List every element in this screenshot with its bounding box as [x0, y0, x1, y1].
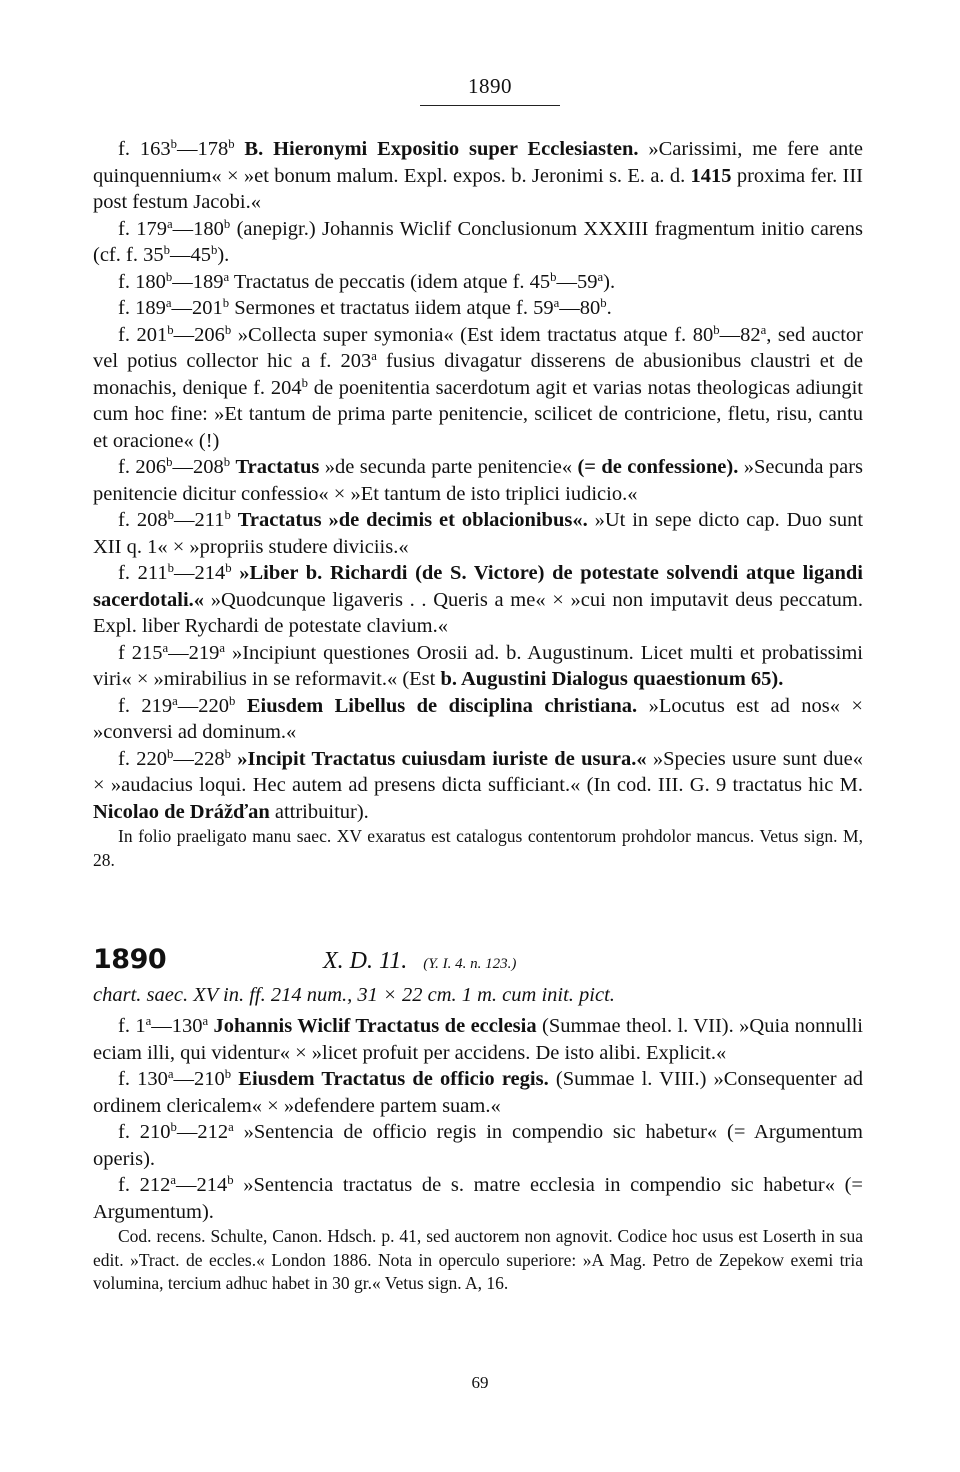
folio-entry: f 215$^a$—219$^a$ »Incipiunt questiones Orosii ad. b. Augustinum. Licet multi et probatissimi viri« × »mirabilius in se reformavit.« (Est b. Augustini Dialogus quaestionum 65).	[93, 640, 863, 690]
folio-entry: f. 208$^b$—211$^b$ Tractatus »de decimis et oblacionibus«. »Ut in sepe dicto cap. Duo sunt XII q. 1« × »propriis studere diviciis.«	[93, 508, 864, 558]
folio-side-marker: a	[167, 216, 173, 231]
folio-list-2	[93, 1013, 863, 1225]
folio-side-marker: b	[167, 322, 174, 337]
folio-side-marker: b	[301, 375, 308, 390]
bold-title: Tractatus	[235, 456, 320, 478]
entry-1889-continuation	[93, 136, 863, 872]
folio-entry: f. 189$^a$—201$^b$ Sermones et tractatus iidem atque f. 59$^a$—80$^b$.	[118, 296, 612, 319]
bold-title: Nicolao de Drážďan	[93, 800, 270, 823]
folio-side-marker: a	[223, 269, 230, 284]
bold-title: B. Hieronymi Expositio super Ecclesiasten.	[244, 138, 639, 160]
bold-title: (= de confessione).	[577, 456, 739, 478]
folio-side-marker: b	[166, 455, 173, 470]
folio-side-marker: b	[713, 322, 720, 337]
folio-side-marker: b	[167, 508, 174, 523]
bold-title: Eiusdem Libellus de disciplina christiana.	[246, 694, 638, 717]
folio-side-marker: b	[227, 1173, 234, 1188]
folio-side-marker: b	[225, 561, 232, 576]
running-head: 1890	[420, 74, 560, 106]
folio-entry: f. 211$^b$—214$^b$ »Liber b. Richardi (de S. Victore) de potestate solvendi atque ligandi sacerdotali.« »Quodcunque ligaveris . . Queris a me« × »cui non imputavit deus peccatum. Expl. liber Rychardi de potestate clavium.«	[93, 561, 863, 637]
folio-side-marker: b	[170, 137, 177, 152]
folio-side-marker: b	[165, 269, 173, 284]
folio-side-marker: b	[600, 296, 607, 311]
folio-list-1	[93, 136, 863, 825]
folio-side-marker: b	[167, 561, 174, 576]
note-1: In folio praeligato manu saec. XV exaratus est catalogus contentorum prohdolor mancus. Vetus sign. M, 28.	[93, 826, 863, 870]
folio-entry: f. 180$^b$—189$^a$ Tractatus de peccatis (idem atque f. 45$^b$—59$^a$).	[118, 269, 616, 293]
bold-title: b. Augustini Dialogus quaestionum 65).	[440, 668, 784, 690]
bold-title: Eiusdem Tractatus de officio regis.	[238, 1068, 549, 1090]
folio-entry: f. 1$^a$—130$^a$ Johannis Wiclif Tractatus de ecclesia (Summae theol. l. VII). »Quia nonnulli eciam illi, qui videntur« × »licet profuit per accidens. De isto alibi. Explicit.«	[93, 1014, 863, 1064]
folio-side-marker: b	[229, 693, 236, 708]
folio-side-marker: a	[202, 1014, 209, 1029]
folio-side-marker: a	[170, 1173, 176, 1188]
folio-side-marker: a	[760, 322, 767, 337]
folio-side-marker: b	[170, 1120, 177, 1135]
folio-entry: f. 201$^b$—206$^b$ »Collecta super symonia« (Est idem tractatus atque f. 80$^b$—82$^a$, sed auctor vel potius collector hic a f. 203$^a$ fusius divagatur disserens de abusionibus claustri et de monachis, denique f. 204$^b$ de poenitentia sacerdotum agit et varias notas theologicas adiungit cum hoc fine: »Et tantum de prima parte penitencie, scilicet de contricione, fletu, risu, cantu et oracione« (!)	[93, 322, 864, 452]
folio-entry: f. 179$^a$—180$^b$ (anepigr.) Johannis Wiclif Conclusionum XXXIII fragmentum initio carens (cf. f. 35$^b$—45$^b$).	[93, 216, 864, 266]
folio-side-marker: b	[223, 216, 231, 231]
bold-title: Johannis Wiclif Tractatus de ecclesia	[213, 1015, 537, 1037]
bold-title: Tractatus »de decimis et oblacionibus«.	[237, 509, 588, 531]
folio-side-marker: a	[371, 349, 377, 364]
bold-title: »Liber b. Richardi (de S. Victore) de potestate solvendi atque ligandi sacerdotali.«	[93, 562, 863, 611]
folio-side-marker: a	[172, 693, 178, 708]
folio-entry: f. 130$^a$—210$^b$ Eiusdem Tractatus de officio regis. (Summae l. VIII.) »Consequenter ad ordinem clericalem« × »defendere partem suam.«	[93, 1067, 864, 1117]
folio-side-marker: a	[597, 269, 604, 284]
entry-description: chart. saec. XV in. ff. 214 num., 31 × 22 cm. 1 m. cum init. pict.	[93, 984, 615, 1006]
bold-title: »Incipit Tractatus cuiusdam iuriste de usura.«	[237, 747, 647, 770]
folio-side-marker: a	[228, 1120, 234, 1135]
folio-side-marker: a	[219, 640, 226, 655]
folio-entry: f. 220$^b$—228$^b$ »Incipit Tractatus cuiusdam iuriste de usura.« »Species usure sunt due« × »audacius loqui. Hec autem ad presens dicta sufficiant.« (In cod. III. G. 9 tractatus hic M. Nicolao de Drážďan attribuitur).	[93, 746, 864, 823]
entry-old-signature: (Y. I. 4. n. 123.)	[423, 956, 517, 972]
folio-entry: f. 206$^b$—208$^b$ Tractatus »de secunda parte penitencie« (= de confessione). »Secunda pars penitencie dicitur confessio« × »Et tantum de isto triplici iudicio.«	[93, 455, 864, 505]
folio-side-marker: b	[223, 455, 231, 470]
folio-side-marker: a	[165, 296, 172, 311]
folio-entry: f. 163$^b$—178$^b$ B. Hieronymi Expositio super Ecclesiasten. »Carissimi, me fere ante quinquennium« × »et bonum malum. Expl. expos. b. Jeronimi s. E. a. d. 1415 proxima fer. III post festum Jacobi.«	[93, 137, 863, 213]
page-number: 69	[471, 1373, 489, 1392]
folio-side-marker: a	[553, 296, 560, 311]
folio-side-marker: a	[162, 640, 169, 655]
entry-signature: X. D. 11.	[323, 948, 408, 974]
bold-title: 1415	[690, 164, 732, 187]
folio-side-marker: b	[222, 296, 230, 311]
note-2: Cod. recens. Schulte, Canon. Hdsch. p. 41, sed auctorem non agnovit. Codice hoc usus est Loserth in sua edit. »Tract. de eccles.« London 1886. Nota in operculo superiore: »A Mag. Petro de Zepekow exemi tria volumina, tercium adhuc habet in 30 gr.« Vetus sign. A, 16.	[93, 1226, 863, 1293]
folio-entry: f. 219$^a$—220$^b$ Eiusdem Libellus de disciplina christiana. »Locutus est ad nos« × »conversi ad dominum.«	[93, 693, 863, 743]
folio-entry: f. 210$^b$—212$^a$ »Sentencia de officio regis in compendio sic habetur« (= Argumentum operis).	[93, 1120, 864, 1170]
entry-1890	[93, 944, 863, 1296]
folio-side-marker: b	[163, 243, 170, 258]
folio-side-marker: b	[224, 1067, 232, 1082]
folio-side-marker: a	[167, 1067, 174, 1082]
folio-side-marker: b	[224, 322, 232, 337]
folio-side-marker: b	[210, 243, 218, 258]
folio-side-marker: b	[224, 746, 231, 761]
folio-side-marker: b	[550, 269, 557, 284]
folio-side-marker: b	[166, 746, 174, 761]
folio-entry: f. 212$^a$—214$^b$ »Sentencia tractatus de s. matre ecclesia in compendio sic habetur« (= Argumentum).	[93, 1173, 863, 1223]
entry-heading	[93, 944, 863, 975]
folio-side-marker: a	[145, 1014, 152, 1029]
folio-side-marker: b	[224, 508, 231, 523]
folio-side-marker: b	[228, 137, 235, 152]
entry-number: 1890	[93, 944, 167, 975]
